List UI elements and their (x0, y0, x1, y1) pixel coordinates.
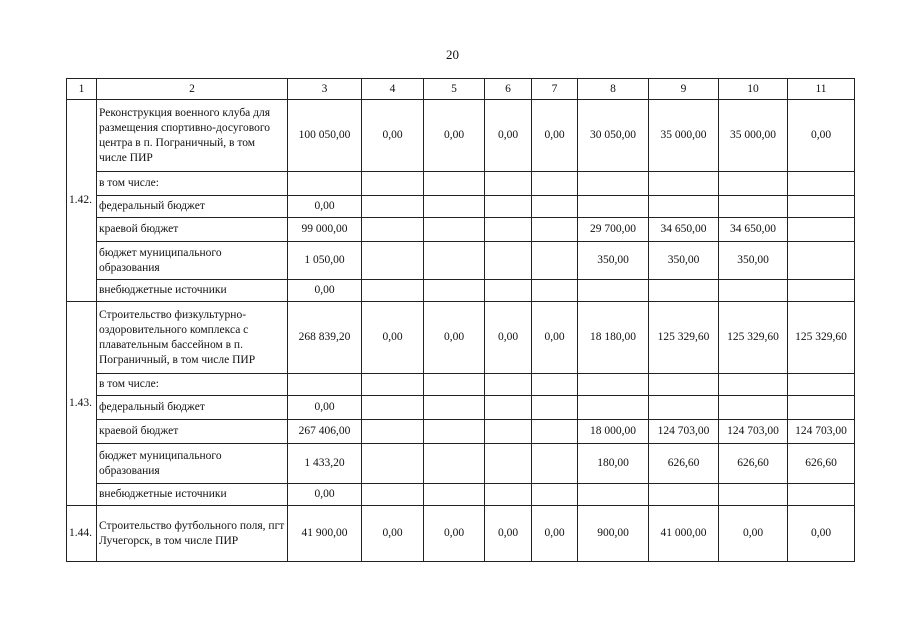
value-cell (485, 444, 532, 484)
value-cell (788, 374, 855, 396)
value-cell: 124 703,00 (719, 420, 788, 444)
project-number: 1.44. (67, 506, 97, 562)
value-cell: 0,00 (288, 196, 362, 218)
funding-label: федеральный бюджет (97, 196, 288, 218)
value-cell (424, 396, 485, 420)
project-name: Реконструкция военного клуба для размещения спортивно-досугового центра в п. Пограничный, в том числе ПИР (97, 100, 288, 172)
value-cell: 0,00 (532, 100, 578, 172)
value-cell (362, 484, 424, 506)
value-cell: 34 650,00 (719, 218, 788, 242)
value-cell (578, 396, 649, 420)
value-cell: 0,00 (288, 484, 362, 506)
value-cell: 100 050,00 (288, 100, 362, 172)
funding-label: внебюджетные источники (97, 280, 288, 302)
value-cell (485, 218, 532, 242)
value-cell (362, 280, 424, 302)
value-cell (362, 196, 424, 218)
value-cell (788, 218, 855, 242)
value-cell (485, 420, 532, 444)
project-number: 1.42. (67, 100, 97, 302)
value-cell: 0,00 (288, 396, 362, 420)
value-cell (424, 242, 485, 280)
project-row (67, 302, 855, 374)
funding-row (67, 242, 855, 280)
project-row (67, 100, 855, 172)
value-cell: 124 703,00 (788, 420, 855, 444)
value-cell: 99 000,00 (288, 218, 362, 242)
budget-table (66, 78, 855, 562)
value-cell (719, 280, 788, 302)
value-cell (362, 396, 424, 420)
project-row (67, 506, 855, 562)
value-cell: 0,00 (719, 506, 788, 562)
value-cell: 626,60 (788, 444, 855, 484)
value-cell (362, 420, 424, 444)
value-cell (532, 374, 578, 396)
funding-label: внебюджетные источники (97, 484, 288, 506)
funding-label: бюджет муниципального образования (97, 242, 288, 280)
value-cell: 29 700,00 (578, 218, 649, 242)
funding-row (67, 172, 855, 196)
value-cell (649, 172, 719, 196)
value-cell (578, 196, 649, 218)
value-cell: 1 050,00 (288, 242, 362, 280)
value-cell: 0,00 (485, 100, 532, 172)
column-header: 3 (288, 79, 362, 100)
value-cell: 0,00 (485, 302, 532, 374)
column-header: 6 (485, 79, 532, 100)
value-cell: 0,00 (485, 506, 532, 562)
funding-row (67, 420, 855, 444)
value-cell: 626,60 (719, 444, 788, 484)
value-cell: 0,00 (424, 100, 485, 172)
value-cell (649, 374, 719, 396)
column-header: 5 (424, 79, 485, 100)
value-cell (424, 484, 485, 506)
value-cell (362, 374, 424, 396)
column-header: 10 (719, 79, 788, 100)
column-header: 9 (649, 79, 719, 100)
value-cell (532, 484, 578, 506)
value-cell: 0,00 (288, 280, 362, 302)
value-cell: 350,00 (649, 242, 719, 280)
value-cell (788, 242, 855, 280)
value-cell: 0,00 (424, 302, 485, 374)
value-cell (649, 484, 719, 506)
value-cell (485, 396, 532, 420)
value-cell: 0,00 (362, 302, 424, 374)
funding-row (67, 218, 855, 242)
value-cell: 0,00 (362, 100, 424, 172)
funding-row (67, 484, 855, 506)
funding-label: в том числе: (97, 374, 288, 396)
funding-label: в том числе: (97, 172, 288, 196)
funding-label: федеральный бюджет (97, 396, 288, 420)
funding-row (67, 396, 855, 420)
value-cell: 180,00 (578, 444, 649, 484)
funding-label: бюджет муниципального образования (97, 444, 288, 484)
value-cell (424, 280, 485, 302)
value-cell: 267 406,00 (288, 420, 362, 444)
value-cell (788, 172, 855, 196)
value-cell (719, 396, 788, 420)
value-cell (788, 280, 855, 302)
funding-label: краевой бюджет (97, 218, 288, 242)
funding-label: краевой бюджет (97, 420, 288, 444)
value-cell (485, 172, 532, 196)
value-cell (485, 196, 532, 218)
project-name: Строительство физкультурно-оздоровительного комплекса с плавательным бассейном в п. Пограничный, в том числе ПИР (97, 302, 288, 374)
value-cell (485, 242, 532, 280)
project-number: 1.43. (67, 302, 97, 506)
value-cell: 18 180,00 (578, 302, 649, 374)
column-header: 2 (97, 79, 288, 100)
value-cell: 0,00 (788, 506, 855, 562)
funding-row (67, 444, 855, 484)
value-cell: 125 329,60 (719, 302, 788, 374)
value-cell (288, 374, 362, 396)
value-cell: 350,00 (578, 242, 649, 280)
value-cell (788, 196, 855, 218)
funding-row (67, 374, 855, 396)
value-cell (719, 172, 788, 196)
value-cell (424, 172, 485, 196)
value-cell (719, 196, 788, 218)
value-cell (788, 396, 855, 420)
column-header: 1 (67, 79, 97, 100)
value-cell (578, 280, 649, 302)
value-cell (532, 242, 578, 280)
value-cell (719, 484, 788, 506)
value-cell: 0,00 (532, 302, 578, 374)
column-header: 7 (532, 79, 578, 100)
value-cell: 125 329,60 (649, 302, 719, 374)
value-cell: 35 000,00 (719, 100, 788, 172)
value-cell (424, 420, 485, 444)
value-cell: 0,00 (532, 506, 578, 562)
value-cell: 0,00 (362, 506, 424, 562)
value-cell: 0,00 (424, 506, 485, 562)
value-cell (532, 396, 578, 420)
value-cell (649, 280, 719, 302)
value-cell (424, 218, 485, 242)
column-header: 11 (788, 79, 855, 100)
value-cell: 900,00 (578, 506, 649, 562)
value-cell: 350,00 (719, 242, 788, 280)
value-cell (532, 218, 578, 242)
value-cell (649, 396, 719, 420)
project-name: Строительство футбольного поля, пгт Лучегорск, в том числе ПИР (97, 506, 288, 562)
value-cell: 41 000,00 (649, 506, 719, 562)
value-cell: 268 839,20 (288, 302, 362, 374)
value-cell (362, 242, 424, 280)
funding-row (67, 280, 855, 302)
value-cell (424, 196, 485, 218)
funding-row (67, 196, 855, 218)
value-cell (424, 374, 485, 396)
column-header: 8 (578, 79, 649, 100)
value-cell (788, 484, 855, 506)
value-cell (532, 444, 578, 484)
value-cell (532, 172, 578, 196)
value-cell (485, 484, 532, 506)
value-cell (424, 444, 485, 484)
value-cell (485, 374, 532, 396)
value-cell (578, 484, 649, 506)
value-cell (719, 374, 788, 396)
value-cell: 125 329,60 (788, 302, 855, 374)
value-cell (578, 172, 649, 196)
value-cell (362, 444, 424, 484)
value-cell (362, 218, 424, 242)
value-cell (578, 374, 649, 396)
value-cell: 18 000,00 (578, 420, 649, 444)
value-cell: 626,60 (649, 444, 719, 484)
value-cell: 34 650,00 (649, 218, 719, 242)
value-cell (288, 172, 362, 196)
value-cell: 41 900,00 (288, 506, 362, 562)
page-number: 20 (446, 47, 459, 62)
value-cell: 1 433,20 (288, 444, 362, 484)
value-cell (532, 280, 578, 302)
value-cell (649, 196, 719, 218)
value-cell: 124 703,00 (649, 420, 719, 444)
value-cell: 0,00 (788, 100, 855, 172)
value-cell (532, 420, 578, 444)
value-cell: 30 050,00 (578, 100, 649, 172)
header-row (67, 79, 855, 100)
value-cell (485, 280, 532, 302)
value-cell (532, 196, 578, 218)
value-cell (362, 172, 424, 196)
column-header: 4 (362, 79, 424, 100)
value-cell: 35 000,00 (649, 100, 719, 172)
